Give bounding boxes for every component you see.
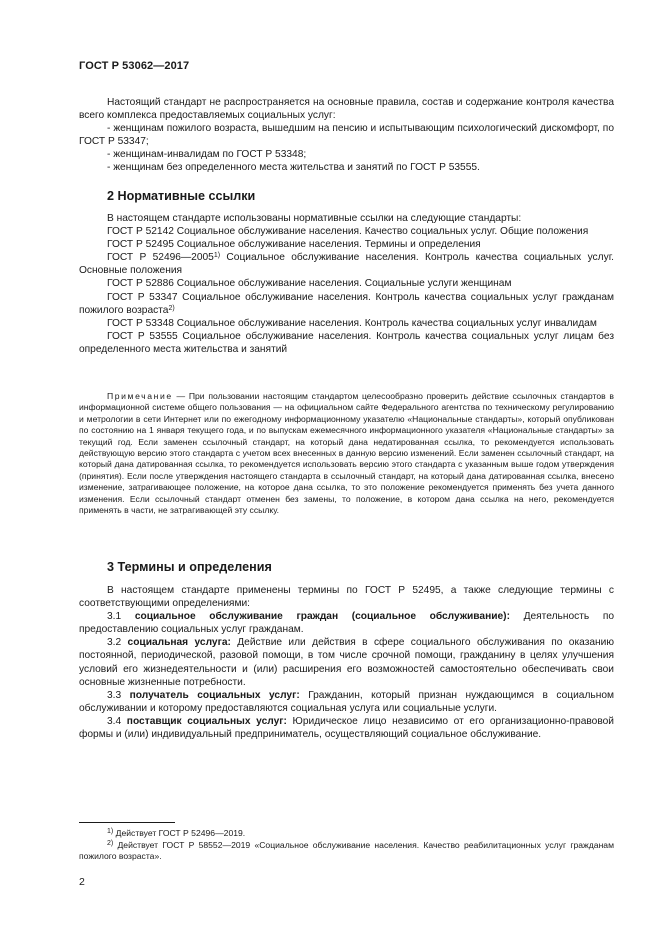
footnote xyxy=(79,828,614,840)
footnote-mark: 1) xyxy=(213,252,221,260)
term-name: социальная услуга: xyxy=(127,637,231,649)
ref-item: ГОСТ Р 52886 Социальное обслуживание населения. Социальные услуги женщинам xyxy=(107,278,512,290)
term-definition: Юридическое лицо независимо от его организационно-правовой формы и (или) индивидуальный предприниматель, осуществляющий социальное обслуживание. xyxy=(79,715,614,741)
term-entry xyxy=(79,689,614,715)
footnotes-block xyxy=(79,828,614,863)
term-entry xyxy=(79,715,614,741)
document-header: ГОСТ Р 53062—2017 xyxy=(79,60,190,72)
ref-code: ГОСТ Р 52496—2005 xyxy=(107,252,214,264)
term-name: поставщик социальных услуг: xyxy=(126,715,287,727)
footnote-mark: 1) xyxy=(107,828,114,835)
term-definition: Деятельность по предоставлению социальных услуг гражданам. xyxy=(79,611,614,636)
footnote-mark: 2) xyxy=(107,839,114,847)
note-paragraph xyxy=(79,391,614,516)
scope-item: - женщинам без определенного места жительства и занятий по ГОСТ Р 53555. xyxy=(107,162,480,174)
ref-item: ГОСТ Р 53555 Социальное обслуживание населения. Контроль качества социальных услуг лицам без определенного места жительства и занятий xyxy=(79,330,614,355)
ref-item xyxy=(79,291,614,317)
term-name: социальное обслуживание граждан (социальное обслуживание): xyxy=(134,611,510,623)
normative-refs-block xyxy=(79,212,614,356)
term-number: 3.4 xyxy=(107,715,127,727)
term-number: 3.1 xyxy=(107,611,135,623)
note-label: Примечание xyxy=(107,391,173,401)
term-number: 3.2 xyxy=(107,637,128,649)
scope-item: - женщинам пожилого возраста, вышедшим на пенсию и испытывающим психологический дискомфорт, по ГОСТ Р 53347; xyxy=(79,123,614,148)
scope-item: - женщинам-инвалидам по ГОСТ Р 53348; xyxy=(107,149,307,161)
section-2-title: 2 Нормативные ссылки xyxy=(107,189,256,203)
term-entry xyxy=(79,610,614,636)
term-definition: Гражданин, который признан нуждающимся в социальном обслуживании и которому предоставляются социальная услуга или социальные услуги. xyxy=(79,689,614,714)
scope-paragraph: Настоящий стандарт не распространяется на основные правила, состав и содержание контроля качества всего комплекса предоставляемых социальных услуг: xyxy=(79,97,614,122)
ref-item: ГОСТ Р 53348 Социальное обслуживание населения. Контроль качества социальных услуг инвалидам xyxy=(107,317,597,329)
footnote-mark: 2) xyxy=(168,304,175,312)
scope-block xyxy=(79,96,614,175)
footnote-divider xyxy=(79,822,175,823)
ref-item: ГОСТ Р 52495 Социальное обслуживание населения. Термины и определения xyxy=(107,239,481,251)
ref-item: ГОСТ Р 52142 Социальное обслуживание населения. Качество социальных услуг. Общие положения xyxy=(107,226,589,238)
page-number: 2 xyxy=(79,876,85,888)
term-definition: Действие или действия в сфере социального обслуживания по оказанию постоянной, периодической, разовой помощи, в том числе срочной помощи, гражданину в целях улучшения условий его жизнедеятельности и (или) расширения его возможностей самостоятельно обеспечивать свои основные жизненные потребности. xyxy=(79,637,614,688)
note-block xyxy=(79,391,614,516)
ref-item xyxy=(79,251,614,277)
ref-title: Социальное обслуживание населения. Контроль качества социальных услуг. Основные положения xyxy=(79,252,614,277)
terms-block xyxy=(79,584,614,741)
term-name: получатель социальных услуг: xyxy=(129,689,300,701)
term-entry xyxy=(79,636,614,688)
footnote xyxy=(79,840,614,863)
ref-text: ГОСТ Р 53347 Социальное обслуживание населения. Контроль качества социальных услуг гражданам пожилого возраста xyxy=(79,291,614,316)
section-3-title: 3 Термины и определения xyxy=(107,560,272,574)
terms-lead: В настоящем стандарте применены термины по ГОСТ Р 52495, а также следующие термины с соответствующими определениями: xyxy=(79,585,614,610)
note-text: — При пользовании настоящим стандартом целесообразно проверить действие ссылочных стандартов в информационной системе общего пользования — на официальном сайте Федерального агентства по техническому регулированию и метрологии в сети Интернет или по ежегодному информационному указателю «Национальные стандарты», который опубликован по состоянию на 1 января текущего года, и по выпускам ежемесячного информационного указателя «Национальные стандарты» за текущий год. Если заменен ссылочный стандарт, на который дана недатированная ссылка, то рекомендуется использовать действующую версию этого стандарта с учетом всех внесенных в данную версию изменений. Если заменен ссылочный стандарт, на который дана датированная ссылка, то рекомендуется использовать версию этого стандарта с указанным выше годом утверждения (принятия). Если после утверждения настоящего стандарта в ссылочный стандарт, на который дана датированная ссылка, внесено изменение, затрагивающее положение, на которое дана ссылка, то это положение рекомендуется применять без учета данного изменения. Если ссылочный стандарт отменен без замены, то положение, в котором дана ссылка на него, рекомендуется применять в части, не затрагивающей эту ссылку. xyxy=(79,391,614,516)
footnote-text: Действует ГОСТ Р 58552—2019 «Социальное обслуживание населения. Качество реабилитационных услуг гражданам пожилого возраста». xyxy=(79,839,614,862)
refs-lead: В настоящем стандарте использованы нормативные ссылки на следующие стандарты: xyxy=(107,213,522,224)
term-number: 3.3 xyxy=(107,689,130,701)
footnote-text: Действует ГОСТ Р 52496—2019. xyxy=(113,828,246,838)
